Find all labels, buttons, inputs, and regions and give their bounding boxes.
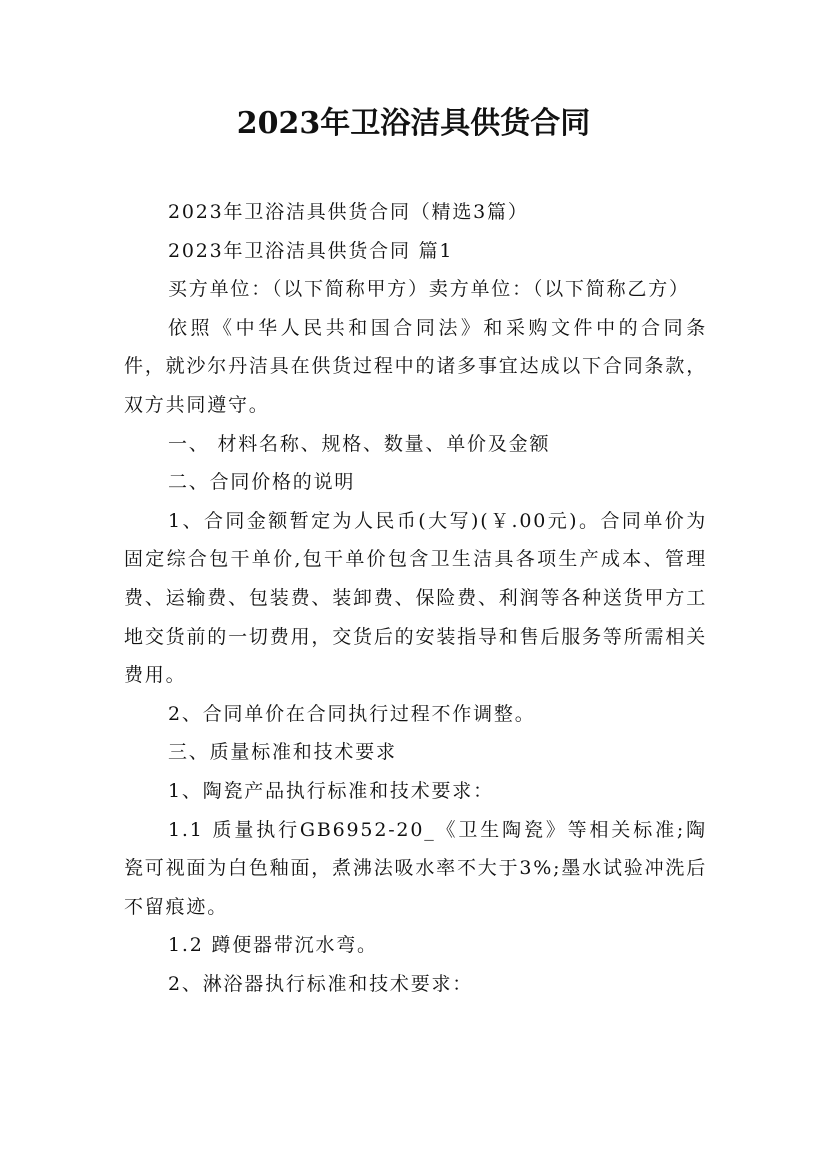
- document-paragraph: 1、合同金额暂定为人民币(大写)(￥.00元)。合同单价为固定综合包干单价,包干单价包含卫生洁具各项生产成本、管理费、运输费、包装费、装卸费、保险费、利润等各种送货甲方工地交货前的一切费用，交货后的安装指导和售后服务等所需相关费用。: [124, 509, 707, 687]
- document-paragraph: 1.2 蹲便器带沉水弯。: [168, 934, 378, 957]
- document-paragraph: 买方单位：（以下简称甲方）卖方单位：（以下简称乙方）: [168, 278, 690, 301]
- document-paragraph: 1、陶瓷产品执行标准和技术要求：: [168, 779, 494, 802]
- document-paragraph: 二、合同价格的说明: [168, 471, 356, 494]
- document-body: [124, 193, 707, 1003]
- document-paragraph: 依照《中华人民共和国合同法》和采购文件中的合同条件，就沙尔丹洁具在供货过程中的诸多事宜达成以下合同条款，双方共同遵守。: [124, 316, 707, 416]
- document-paragraph: 2023年卫浴洁具供货合同 篇1: [168, 239, 454, 262]
- document-paragraph: 一、 材料名称、规格、数量、单价及金额: [168, 432, 551, 455]
- document-paragraph: 2、淋浴器执行标准和技术要求：: [168, 972, 474, 995]
- document-paragraph: 1.1 质量执行GB6952-20_《卫生陶瓷》等相关标准;陶瓷可视面为白色釉面，煮沸法吸水率不大于3%;墨水试验冲洗后不留痕迹。: [124, 818, 707, 918]
- document-paragraph: 2、合同单价在合同执行过程不作调整。: [168, 702, 536, 725]
- document-paragraph: 2023年卫浴洁具供货合同（精选3篇）: [168, 201, 529, 223]
- document-title: 2023年卫浴洁具供货合同: [236, 106, 591, 141]
- document-paragraph: 三、质量标准和技术要求: [168, 741, 397, 764]
